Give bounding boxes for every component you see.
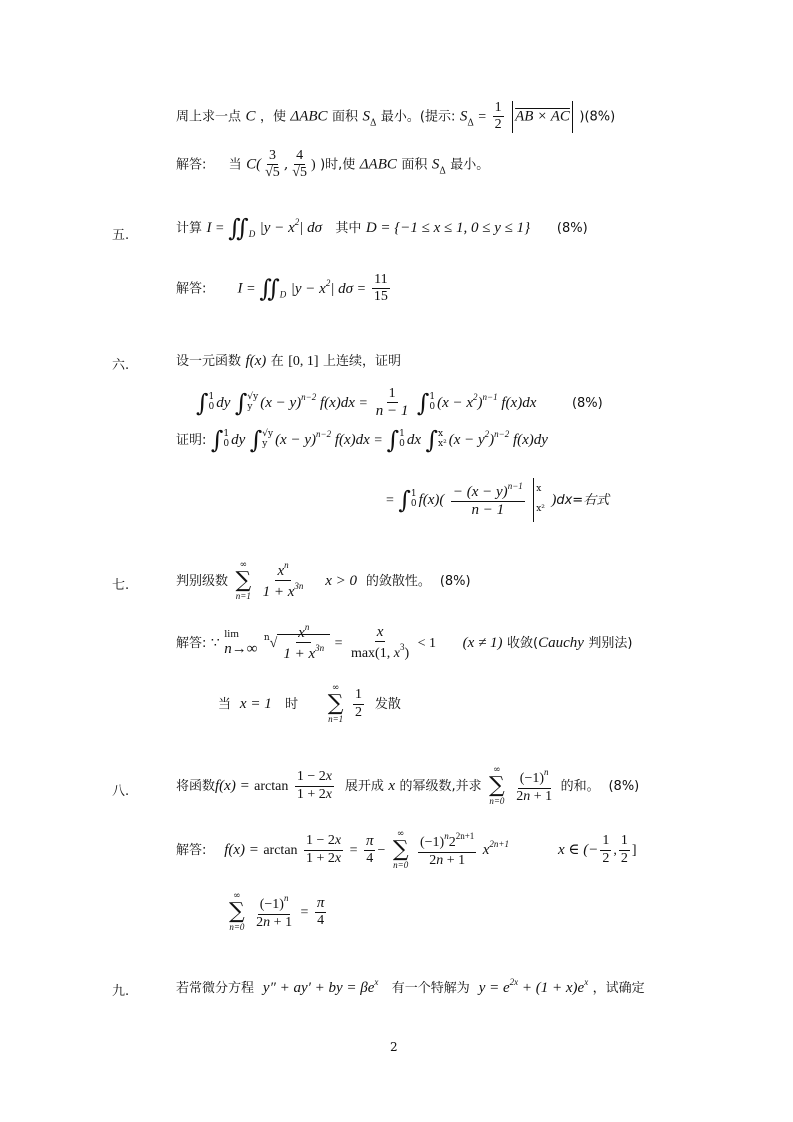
q5-number: 五. (112, 228, 130, 243)
q4-tail-line: 周上求一点 C ，使 ΔABC 面积 $S_\Delta$ 最小。(提示: $S_\Delta$ = $\frac{1}{2}$ AB × AC )(8%) (176, 100, 616, 133)
q8-sum-result: ∞ ∑ n=0 $\frac{(-1)^n}{2n + 1}$ = $\frac{\pi}{4}$ (229, 891, 325, 932)
q6-statement: ∫ 1 0 dy ∫ √y y $(x - y)^{n-2}$ f(x)dx = $\frac{1}{n - 1}$ ∫ 1 0 $(x - x^2)^{n-1}$ f(x)dx (8%) (196, 386, 603, 420)
q5-question: 计算 $I = ∬_D$ $|y - x^2|$ dσ 其中 D = {−1 ≤ x ≤ 1, 0 ≤ y ≤ 1} (8%) (176, 214, 588, 242)
q8-question: 将函数f(x) = arctan $\frac{1 - 2x}{1 + 2x}$ 展开成 x 的幂级数,并求 ∞ ∑ n=0 $\frac{(-1)^n}{2n + 1}$ 的和。 (8%) (176, 765, 640, 806)
q7-number: 七. (112, 578, 130, 593)
page-number: 2 (390, 1040, 398, 1054)
q4-answer: 解答: 当 C( $\frac{3}{√5}$ , $\frac{4}{√5}$ ) )时,使 ΔABC 面积 $S_\Delta$ 最小。 (176, 148, 490, 181)
q7-question: 判别级数 ∞ ∑ n=1 $\frac{x^n}{1 + x^{3n}}$ x > 0 的敛散性。 (8%) (176, 559, 471, 601)
q8-answer: 解答: f(x) = arctan $\frac{1 - 2x}{1 + 2x}$ = $\frac{\pi}{4}$ − ∞ ∑ n=0 $\frac{(-1)^n2^{2n+1}}{2n + 1}$ $x^{2n+1}$ x ∈ (− $\frac{1}{2}$ , $\frac{1}{2}$ ] (176, 829, 637, 870)
q8-number: 八. (112, 784, 130, 799)
q6-proof-line2: = ∫ 1 0 f(x)( $\frac{- (x - y)^{n-1}}{n - 1}$ x x² )dx=右式 (386, 478, 609, 522)
q9-question: 若常微分方程 y″ + ay′ + by = $\beta e^x$ 有一个特解为 $y = e^{2x} + (1 + x)e^x$ ，试确定 (176, 977, 645, 996)
q7-divergent: 当 x = 1 时 ∞ ∑ n=1 $\frac{1}{2}$ 发散 (218, 683, 401, 724)
q9-number: 九. (112, 984, 130, 999)
q5-answer: 解答: $I = ∬_D$ $|y - x^2|$ dσ = $\frac{11}{15}$ (176, 272, 388, 305)
q6-question: 设一元函数 f(x) 在 [0, 1] 上连续，证明 (176, 353, 402, 369)
q6-number: 六. (112, 358, 130, 373)
q7-answer: 解答: ∵ lim n→∞ $^n$√ $\frac{x^n}{1 + x^{3n}}$ = x max(1, $x^3$) < 1 (x ≠ 1) 收敛(Cauchy 判别法) (176, 622, 633, 663)
q6-proof-line1: 证明: ∫ 1 0 dy ∫ √y y $(x - y)^{n-2}$ f(x)dx = ∫ 1 0 dx ∫ x x² $(x - y^2)^{n-2}$ f(x)dy (176, 426, 548, 454)
